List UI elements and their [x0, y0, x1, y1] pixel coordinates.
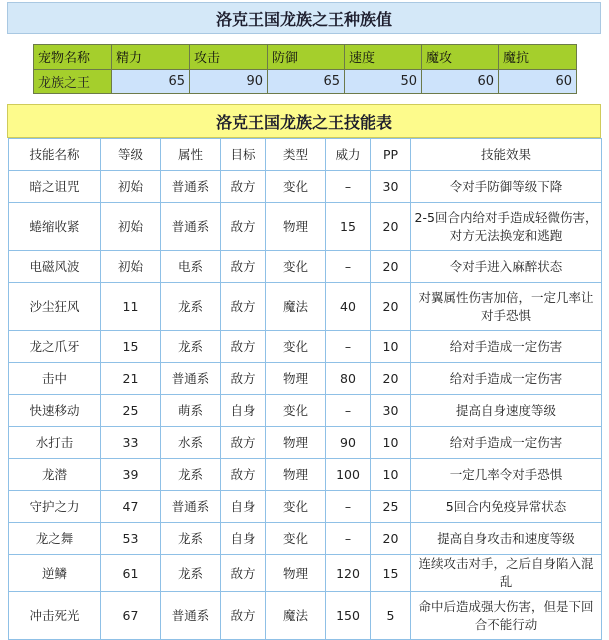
skill-cell: 5回合内免疫异常状态 [411, 491, 602, 523]
skill-cell: – [326, 251, 371, 283]
skill-cell: – [326, 331, 371, 363]
skill-cell: 自身 [221, 395, 266, 427]
skill-cell: 15 [101, 331, 161, 363]
stat-value-cell: 65 [112, 69, 190, 94]
skill-cell: 逆鳞 [9, 555, 101, 592]
skill-cell: 变化 [266, 523, 326, 555]
skill-cell: 20 [371, 523, 411, 555]
skill-cell: 命中后造成强大伤害，但是下回合不能行动 [411, 592, 602, 640]
skill-cell: 一定几率令对手恐惧 [411, 459, 602, 491]
skill-cell: 物理 [266, 555, 326, 592]
skill-row [9, 283, 602, 331]
skill-cell: 普通系 [161, 171, 221, 203]
skill-row [9, 395, 602, 427]
skill-cell: 100 [326, 459, 371, 491]
skill-cell: 龙系 [161, 555, 221, 592]
skill-row [9, 592, 602, 640]
skill-cell: 连续攻击对手，之后自身陷入混乱 [411, 555, 602, 592]
skill-cell: 电系 [161, 251, 221, 283]
stats-header-cell: 速度 [345, 45, 422, 70]
skill-cell: – [326, 395, 371, 427]
skill-cell: 自身 [221, 523, 266, 555]
skill-cell: 30 [371, 171, 411, 203]
skill-cell: 53 [101, 523, 161, 555]
stats-header-cell: 魔攻 [422, 45, 499, 70]
stat-value-cell: 60 [499, 69, 577, 94]
skill-cell: 90 [326, 427, 371, 459]
skill-row [9, 459, 602, 491]
stat-value-cell: 50 [345, 69, 422, 94]
skill-cell: 龙系 [161, 459, 221, 491]
skill-cell: 21 [101, 363, 161, 395]
stats-header-cell: 魔抗 [499, 45, 577, 70]
skills-title: 洛克王国龙族之王技能表 [7, 104, 601, 138]
skill-cell: 150 [326, 592, 371, 640]
skill-cell: 冲击死光 [9, 592, 101, 640]
skill-cell: 给对手造成一定伤害 [411, 427, 602, 459]
skill-cell: 20 [371, 203, 411, 251]
skill-cell: 47 [101, 491, 161, 523]
skills-header-cell: 目标 [221, 139, 266, 171]
skill-cell: 龙之舞 [9, 523, 101, 555]
skill-cell: 20 [371, 363, 411, 395]
skill-row [9, 171, 602, 203]
skill-cell: 40 [326, 283, 371, 331]
skill-row [9, 427, 602, 459]
skill-cell: 敌方 [221, 555, 266, 592]
skill-cell: 15 [371, 555, 411, 592]
skill-cell: 给对手造成一定伤害 [411, 363, 602, 395]
skill-cell: 普通系 [161, 491, 221, 523]
skills-header-cell: PP [371, 139, 411, 171]
skill-row [9, 363, 602, 395]
skill-cell: 10 [371, 427, 411, 459]
skill-row [9, 331, 602, 363]
skills-header-row [9, 139, 602, 171]
stats-title: 洛克王国龙族之王种族值 [7, 2, 601, 34]
skill-cell: 水打击 [9, 427, 101, 459]
skill-cell: 10 [371, 331, 411, 363]
skill-cell: 11 [101, 283, 161, 331]
skill-cell: 80 [326, 363, 371, 395]
skills-header-cell: 技能名称 [9, 139, 101, 171]
skill-cell: 水系 [161, 427, 221, 459]
skill-cell: 提高自身攻击和速度等级 [411, 523, 602, 555]
skill-cell: 67 [101, 592, 161, 640]
skill-cell: 对翼属性伤害加倍，一定几率让对手恐惧 [411, 283, 602, 331]
skill-cell: 提高自身速度等级 [411, 395, 602, 427]
skill-cell: 20 [371, 283, 411, 331]
skill-cell: – [326, 171, 371, 203]
skill-cell: 物理 [266, 427, 326, 459]
skill-cell: 物理 [266, 203, 326, 251]
stat-value-cell: 90 [190, 69, 268, 94]
skill-cell: 龙系 [161, 331, 221, 363]
skill-cell: 电磁风波 [9, 251, 101, 283]
skill-cell: 2-5回合内给对手造成轻微伤害，对方无法换宠和逃跑 [411, 203, 602, 251]
skill-cell: 击中 [9, 363, 101, 395]
skills-table [8, 138, 602, 640]
stats-value-row [34, 69, 577, 94]
skill-cell: 物理 [266, 363, 326, 395]
skill-cell: 变化 [266, 171, 326, 203]
skill-cell: 龙系 [161, 523, 221, 555]
skill-cell: 给对手造成一定伤害 [411, 331, 602, 363]
skill-cell: 普通系 [161, 592, 221, 640]
skill-cell: 萌系 [161, 395, 221, 427]
skill-cell: 敌方 [221, 592, 266, 640]
skill-cell: 沙尘狂风 [9, 283, 101, 331]
skills-header-cell: 类型 [266, 139, 326, 171]
stat-value-cell: 65 [268, 69, 345, 94]
skill-row [9, 523, 602, 555]
skill-cell: 61 [101, 555, 161, 592]
skills-header-cell: 属性 [161, 139, 221, 171]
skill-cell: 120 [326, 555, 371, 592]
skill-cell: 变化 [266, 331, 326, 363]
skill-cell: 初始 [101, 171, 161, 203]
stats-header-row [34, 45, 577, 70]
pet-name-cell: 龙族之王 [34, 69, 112, 94]
skill-cell: 令对手进入麻醉状态 [411, 251, 602, 283]
skills-header-cell: 威力 [326, 139, 371, 171]
skill-cell: 5 [371, 592, 411, 640]
skill-cell: 敌方 [221, 427, 266, 459]
skill-cell: 普通系 [161, 363, 221, 395]
skill-cell: 魔法 [266, 283, 326, 331]
skill-cell: – [326, 491, 371, 523]
stats-header-cell: 精力 [112, 45, 190, 70]
skill-cell: 敌方 [221, 203, 266, 251]
skill-row [9, 203, 602, 251]
skill-cell: 蜷缩收紧 [9, 203, 101, 251]
skill-cell: 敌方 [221, 283, 266, 331]
skill-cell: 30 [371, 395, 411, 427]
skill-cell: 令对手防御等级下降 [411, 171, 602, 203]
skill-cell: 变化 [266, 395, 326, 427]
skill-cell: 龙之爪牙 [9, 331, 101, 363]
skill-cell: 39 [101, 459, 161, 491]
skill-cell: 变化 [266, 491, 326, 523]
skill-cell: – [326, 523, 371, 555]
skill-cell: 敌方 [221, 459, 266, 491]
skill-cell: 20 [371, 251, 411, 283]
stats-header-cell: 攻击 [190, 45, 268, 70]
skill-cell: 物理 [266, 459, 326, 491]
skill-cell: 敌方 [221, 331, 266, 363]
skill-cell: 初始 [101, 251, 161, 283]
skill-cell: 敌方 [221, 171, 266, 203]
skill-cell: 变化 [266, 251, 326, 283]
skill-row [9, 491, 602, 523]
skills-header-cell: 技能效果 [411, 139, 602, 171]
skill-cell: 快速移动 [9, 395, 101, 427]
skill-cell: 自身 [221, 491, 266, 523]
skill-cell: 龙潜 [9, 459, 101, 491]
skills-header-cell: 等级 [101, 139, 161, 171]
skill-cell: 15 [326, 203, 371, 251]
skill-cell: 33 [101, 427, 161, 459]
skill-cell: 守护之力 [9, 491, 101, 523]
skill-cell: 普通系 [161, 203, 221, 251]
skill-row [9, 251, 602, 283]
skill-cell: 25 [371, 491, 411, 523]
stats-header-cell: 防御 [268, 45, 345, 70]
stats-header-cell: 宠物名称 [34, 45, 112, 70]
skill-cell: 敌方 [221, 251, 266, 283]
skill-cell: 暗之诅咒 [9, 171, 101, 203]
stat-value-cell: 60 [422, 69, 499, 94]
stats-table [33, 44, 577, 94]
skill-cell: 10 [371, 459, 411, 491]
skill-cell: 敌方 [221, 363, 266, 395]
skill-row [9, 555, 602, 592]
skill-cell: 25 [101, 395, 161, 427]
skill-cell: 龙系 [161, 283, 221, 331]
skill-cell: 魔法 [266, 592, 326, 640]
skill-cell: 初始 [101, 203, 161, 251]
